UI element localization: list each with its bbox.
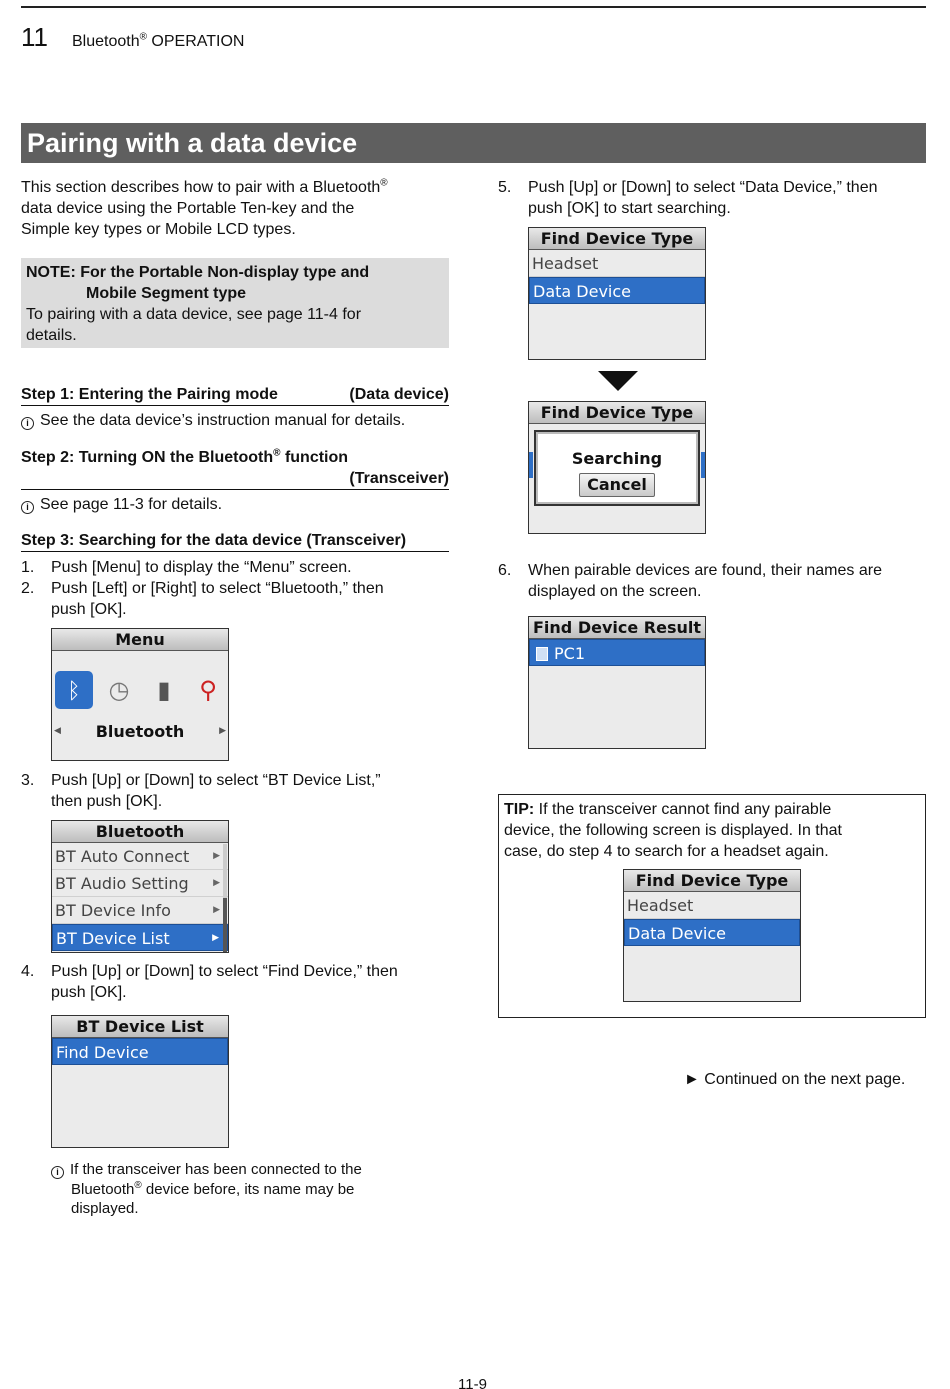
transceiver-icon[interactable]: ▮ [157, 676, 171, 704]
right-arrow-icon[interactable]: ▶ [219, 726, 226, 736]
screen-title: Find Device Type [529, 228, 705, 250]
left-arrow-icon[interactable]: ◀ [54, 726, 61, 736]
chevron-right-icon: ▶ [212, 933, 219, 943]
info-icon: i [51, 1166, 64, 1179]
cancel-button[interactable]: Cancel [579, 473, 655, 497]
list-item: 5. Push [Up] or [Down] to select “Data Device,” then push [OK] to start searching. [498, 179, 878, 217]
chevron-right-icon: ▶ [213, 851, 220, 861]
menu-row-selected[interactable]: Data Device [529, 277, 705, 304]
page-number: 11-9 [458, 1376, 487, 1389]
computer-icon [536, 647, 548, 661]
chevron-right-icon: ▶ [213, 878, 220, 888]
step2-heading: Step 2: Turning ON the Bluetooth® function (Transceiver) [21, 447, 449, 490]
menu-row[interactable]: BT Auto Connect ▶ [52, 843, 228, 870]
menu-row[interactable]: Headset [624, 892, 800, 919]
chevron-right-icon: ▶ [213, 905, 220, 915]
list-item: 4. Push [Up] or [Down] to select “Find Device,” then push [OK]. [21, 963, 398, 1001]
bt-device-list-screen [51, 1015, 229, 1148]
menu-row[interactable]: Headset [529, 250, 705, 277]
top-rule [21, 6, 926, 8]
menu-row[interactable]: BT Device Info ▶ [52, 897, 228, 924]
clock-icon[interactable]: ◷ [108, 676, 130, 704]
list-item: 1. Push [Menu] to display the “Menu” screen. [21, 559, 352, 576]
info-icon: i [21, 417, 34, 430]
screen-title: Find Device Type [529, 402, 705, 424]
note-box: NOTE: For the Portable Non-display type and Mobile Segment type To pairing with a data device, see page 11-4 for details. [21, 258, 449, 348]
menu-row-selected[interactable]: Find Device [52, 1038, 228, 1065]
find-device-type-screen [528, 227, 706, 360]
screen-title: Find Device Type [624, 870, 800, 892]
chapter-number: 11 [21, 22, 48, 52]
footnote: i If the transceiver has been connected to the Bluetooth® device before, its name may be displayed. [51, 1160, 411, 1219]
tip-box: TIP: If the transceiver cannot find any pairable device, the following screen is displayed. In that case, do step 4 to search for a headset again. Find Device Type Headset Data Device [498, 794, 926, 1018]
scrollbar[interactable] [223, 844, 227, 952]
searching-screen [528, 401, 706, 534]
screen-title: Menu [52, 629, 228, 651]
step3-heading: Step 3: Searching for the data device (Transceiver) [21, 530, 449, 552]
menu-row[interactable]: BT Audio Setting ▶ [52, 870, 228, 897]
menu-screen [51, 628, 229, 761]
list-item: 2. Push [Left] or [Right] to select “Bluetooth,” then push [OK]. [21, 580, 384, 618]
step2-info: i See page 11-3 for details. [21, 494, 222, 515]
step1-heading: Step 1: Entering the Pairing mode (Data device) [21, 384, 449, 406]
list-item: 3. Push [Up] or [Down] to select “BT Device List,” then push [OK]. [21, 772, 381, 810]
bluetooth-icon[interactable]: ᛒ [55, 671, 93, 709]
searching-text: Searching [571, 449, 663, 468]
screen-title: Find Device Result [529, 617, 705, 639]
chapter-title: Bluetooth® OPERATION [72, 31, 245, 50]
info-icon: i [21, 501, 34, 514]
device-row[interactable]: PC1 [529, 639, 705, 666]
list-item: 6. When pairable devices are found, their names are displayed on the screen. [498, 562, 882, 600]
menu-row-selected[interactable]: BT Device List ▶ [52, 924, 228, 951]
screen-title: BT Device List [52, 1016, 228, 1038]
step1-info: i See the data device’s instruction manual for details. [21, 410, 405, 431]
menu-selection-label: Bluetooth [95, 722, 185, 741]
intro-paragraph: This section describes how to pair with a Bluetooth® data device using the Portable Ten-key and the Simple key types or Mobile LCD types. [21, 177, 388, 238]
down-arrow-icon [598, 371, 638, 391]
screen-title: Bluetooth [52, 821, 228, 843]
find-device-type-screen-tip [623, 869, 801, 1002]
continued-note: ► Continued on the next page. [684, 1071, 906, 1088]
bluetooth-screen [51, 820, 229, 953]
alert-search-icon[interactable]: ⚲ [199, 676, 217, 704]
searching-dialog [534, 430, 700, 506]
menu-row-selected[interactable]: Data Device [624, 919, 800, 946]
section-title: Pairing with a data device [21, 123, 926, 163]
find-device-result-screen [528, 616, 706, 749]
